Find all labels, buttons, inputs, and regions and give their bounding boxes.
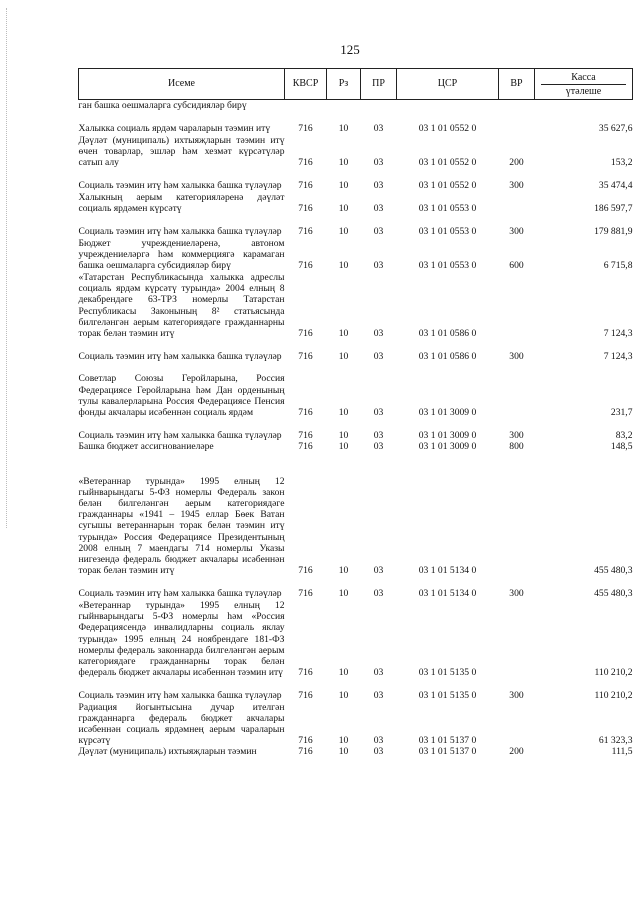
row-amount: 455 480,3 bbox=[594, 565, 633, 577]
row-amount: 153,2 bbox=[610, 157, 633, 168]
row-amount: 61 323,3 bbox=[598, 735, 633, 747]
table-row bbox=[79, 237, 633, 271]
row-rz: 10 bbox=[338, 735, 349, 747]
row-vr bbox=[499, 362, 535, 418]
row-pr: 03 bbox=[373, 565, 384, 577]
row-rz: 10 bbox=[338, 226, 349, 237]
row-name: Бюджет учреждениеләренә, автоном учреждениеләргә һәм коммерциягә карамаган башка оешмаларга субсидияләр бирү bbox=[78, 237, 285, 271]
row-pr: 03 bbox=[373, 746, 384, 758]
table-header-row bbox=[79, 69, 633, 100]
row-amount: 148,5 bbox=[610, 441, 633, 453]
row-pr: 03 bbox=[373, 667, 384, 679]
row-vr bbox=[499, 452, 535, 576]
table-row bbox=[79, 339, 633, 362]
header-csr: ЦСР bbox=[397, 69, 499, 100]
row-pr: 03 bbox=[373, 690, 384, 702]
header-name: Исеме bbox=[79, 69, 285, 100]
header-vr: ВР bbox=[499, 69, 535, 100]
header-kvsr: КВСР bbox=[285, 69, 327, 100]
row-amount: 231,7 bbox=[610, 407, 633, 418]
row-kvsr: 716 bbox=[298, 328, 313, 339]
row-vr: 300 bbox=[509, 351, 524, 362]
row-name: Дәүләт (муниципаль) ихтыяҗларын тәэмин итү өчен товарлар, эшләр һәм хезмәт күрсәтүләр сатып алу bbox=[78, 134, 285, 168]
row-kvsr: 716 bbox=[298, 690, 313, 702]
row-kvsr: 716 bbox=[298, 226, 313, 237]
row-csr: 03 1 01 5137 0 bbox=[418, 746, 477, 758]
row-rz: 10 bbox=[338, 328, 349, 339]
row-vr: 600 bbox=[509, 260, 524, 271]
row-rz bbox=[327, 100, 361, 112]
row-pr: 03 bbox=[373, 123, 384, 134]
row-vr: 800 bbox=[509, 441, 524, 453]
table-row bbox=[79, 100, 633, 112]
row-csr: 03 1 01 0553 0 bbox=[418, 260, 477, 271]
row-kvsr: 716 bbox=[298, 351, 313, 362]
row-kvsr: 716 bbox=[298, 667, 313, 679]
row-vr: 300 bbox=[509, 226, 524, 237]
row-amount: 7 124,3 bbox=[603, 328, 633, 339]
row-kvsr: 716 bbox=[298, 260, 313, 271]
row-pr: 03 bbox=[373, 180, 384, 191]
row-rz: 10 bbox=[338, 351, 349, 362]
row-name: Социаль тәэмин итү һәм халыкка башка түләүләр bbox=[78, 180, 282, 191]
row-rz: 10 bbox=[338, 667, 349, 679]
row-amount: 35 474,4 bbox=[598, 180, 633, 191]
row-pr: 03 bbox=[373, 735, 384, 747]
row-csr: 03 1 01 0586 0 bbox=[418, 351, 477, 362]
row-rz: 10 bbox=[338, 407, 349, 418]
row-kvsr: 716 bbox=[298, 441, 313, 453]
table-row bbox=[79, 191, 633, 214]
table-row bbox=[79, 168, 633, 191]
row-rz: 10 bbox=[338, 565, 349, 577]
page-number: 125 bbox=[340, 42, 360, 57]
row-rz: 10 bbox=[338, 746, 349, 758]
row-name: Социаль тәэмин итү һәм халыкка башка түләүләр bbox=[78, 588, 282, 600]
row-csr: 03 1 01 0552 0 bbox=[418, 180, 477, 191]
row-vr bbox=[499, 100, 535, 112]
table-row bbox=[79, 746, 633, 757]
row-rz: 10 bbox=[338, 690, 349, 702]
row-csr: 03 1 01 0553 0 bbox=[418, 226, 477, 237]
row-csr: 03 1 01 5134 0 bbox=[418, 588, 477, 600]
margin-dotted-line bbox=[6, 8, 9, 528]
table-row bbox=[79, 441, 633, 452]
row-pr: 03 bbox=[373, 328, 384, 339]
budget-table bbox=[78, 68, 633, 758]
row-kvsr: 716 bbox=[298, 565, 313, 577]
row-amount: 186 597,7 bbox=[594, 203, 633, 214]
table-row bbox=[79, 214, 633, 237]
table-row bbox=[79, 452, 633, 576]
row-name: Социаль тәэмин итү һәм халыкка башка түләүләр bbox=[78, 351, 282, 362]
row-rz: 10 bbox=[338, 180, 349, 191]
row-name: Халыкка социаль ярдәм чараларын тәэмин итү bbox=[78, 123, 271, 134]
row-rz: 10 bbox=[338, 588, 349, 600]
row-csr: 03 1 01 0553 0 bbox=[418, 203, 477, 214]
row-kvsr: 716 bbox=[298, 203, 313, 214]
row-csr: 03 1 01 3009 0 bbox=[418, 430, 477, 441]
row-vr bbox=[499, 191, 535, 214]
row-rz: 10 bbox=[338, 123, 349, 134]
row-rz: 10 bbox=[338, 430, 349, 441]
header-kassa-top: Касса bbox=[571, 71, 596, 83]
row-amount: 110 210,2 bbox=[594, 667, 633, 679]
row-vr bbox=[499, 701, 535, 746]
row-csr: 03 1 01 5135 0 bbox=[418, 690, 477, 702]
row-name: Социаль тәэмин итү һәм халыкка башка түләүләр bbox=[78, 690, 282, 702]
row-pr: 03 bbox=[373, 588, 384, 600]
row-amount: 6 715,8 bbox=[603, 260, 633, 271]
row-name: Социаль тәэмин итү һәм халыкка башка түләүләр bbox=[78, 226, 282, 237]
row-vr: 300 bbox=[509, 690, 524, 702]
row-name: Советлар Союзы Геройларына, Россия Федерациясе Геройларына һәм Дан орденының тулы кавалерларына Россия Федерациясе Пенсия фонды акчалары исәбеннән социаль ярдәм bbox=[78, 373, 285, 418]
row-vr: 300 bbox=[509, 180, 524, 191]
table-row bbox=[79, 271, 633, 339]
row-name: «Ветераннар турында» 1995 елның 12 гыйнварындагы 5-ФЗ номерлы Федераль закон белән билгеләнгән аерым категориядәге гражданнары «1941 – 1945 еллар Бөек Ватан сугышы ветераннарын торак белән тәэмин итү турында» Россия Федерациясе Президентының 2008 елның 7 маендагы 714 номерлы Указы нигезендә федераль бюджет акчалары исәбеннән торак белән тәэмин итү bbox=[78, 475, 285, 577]
row-amount: 455 480,3 bbox=[594, 588, 633, 600]
row-name: ган башка оешмаларга субсидияләр бирү bbox=[78, 100, 247, 111]
row-csr: 03 1 01 3009 0 bbox=[418, 407, 477, 418]
row-amount: 83,2 bbox=[615, 430, 633, 441]
row-kvsr: 716 bbox=[298, 746, 313, 758]
row-rz: 10 bbox=[338, 203, 349, 214]
row-amount: 35 627,6 bbox=[598, 123, 633, 134]
row-kvsr: 716 bbox=[298, 123, 313, 134]
row-name: «Татарстан Республикасында халыкка адреслы социаль ярдәм күрсәтү турында» 2004 елның 8 декабрендәге 63-ТРЗ номерлы Татарстан Республикасы Законының 8² статьясында билгеләнгән аерым категориядәге гражданнарны торак белән тәэмин итү bbox=[78, 271, 285, 339]
row-vr: 300 bbox=[509, 588, 524, 600]
header-rz: Рз bbox=[327, 69, 361, 100]
row-pr: 03 bbox=[373, 226, 384, 237]
row-vr bbox=[499, 271, 535, 339]
table-row bbox=[79, 576, 633, 599]
row-csr bbox=[397, 100, 499, 112]
row-pr: 03 bbox=[373, 407, 384, 418]
row-pr: 03 bbox=[373, 157, 384, 168]
row-name: Халыкның аерым категорияләренә дәүләт социаль ярдәмен күрсәтү bbox=[78, 191, 285, 214]
row-pr bbox=[361, 100, 397, 112]
header-kassa bbox=[535, 69, 633, 100]
row-rz: 10 bbox=[338, 260, 349, 271]
row-pr: 03 bbox=[373, 430, 384, 441]
table-row bbox=[79, 678, 633, 701]
row-name: Башка бюджет ассигнованиеләре bbox=[78, 441, 214, 453]
row-csr: 03 1 01 5134 0 bbox=[418, 565, 477, 577]
row-vr: 200 bbox=[509, 746, 524, 758]
row-kvsr: 716 bbox=[298, 735, 313, 747]
row-vr bbox=[499, 599, 535, 678]
row-name: Социаль тәэмин итү һәм халыкка башка түләүләр bbox=[78, 430, 282, 441]
row-vr: 200 bbox=[509, 157, 524, 168]
row-kvsr: 716 bbox=[298, 407, 313, 418]
row-csr: 03 1 01 0552 0 bbox=[418, 123, 477, 134]
row-pr: 03 bbox=[373, 203, 384, 214]
row-name: «Ветераннар турында» 1995 елның 12 гыйнварындагы 5-ФЗ номерлы һәм «Россия Федерациясендә инвалидларны социаль яклау турында» 1995 елның 24 ноябрендәге 181-ФЗ номерлы федераль законнарда билгеләнгән аерым категориядәге гражданнарны торак белән федераль бюджет акчалары исәбеннән тәэмин итү bbox=[78, 599, 285, 679]
row-csr: 03 1 01 0552 0 bbox=[418, 157, 477, 168]
row-kvsr: 716 bbox=[298, 588, 313, 600]
row-pr: 03 bbox=[373, 351, 384, 362]
row-vr bbox=[499, 111, 535, 134]
row-vr: 300 bbox=[509, 430, 524, 441]
row-amount: 111,5 bbox=[611, 746, 633, 758]
row-kvsr: 716 bbox=[298, 430, 313, 441]
header-pr: ПР bbox=[361, 69, 397, 100]
row-rz: 10 bbox=[338, 157, 349, 168]
row-name: Радиация йогынтысына дучар ителгән гражданнарга федераль бюджет акчалары исәбеннән социаль ярдәмнең аерым чараларын күрсәтү bbox=[78, 701, 285, 747]
row-kvsr bbox=[285, 100, 327, 112]
row-rz: 10 bbox=[338, 441, 349, 453]
row-csr: 03 1 01 5137 0 bbox=[418, 735, 477, 747]
table-row bbox=[79, 134, 633, 168]
row-kvsr: 716 bbox=[298, 157, 313, 168]
table-row bbox=[79, 362, 633, 418]
row-amount: 179 881,9 bbox=[594, 226, 633, 237]
row-csr: 03 1 01 0586 0 bbox=[418, 328, 477, 339]
table-row bbox=[79, 701, 633, 746]
row-amount: 110 210,2 bbox=[594, 690, 633, 702]
row-csr: 03 1 01 3009 0 bbox=[418, 441, 477, 453]
row-amount bbox=[535, 100, 633, 112]
row-csr: 03 1 01 5135 0 bbox=[418, 667, 477, 679]
header-kassa-bottom: үтәлеше bbox=[541, 84, 626, 98]
row-amount: 7 124,3 bbox=[603, 351, 633, 362]
table-row bbox=[79, 599, 633, 678]
table-row bbox=[79, 418, 633, 441]
table-row bbox=[79, 111, 633, 134]
row-kvsr: 716 bbox=[298, 180, 313, 191]
row-pr: 03 bbox=[373, 260, 384, 271]
row-name: Дәүләт (муниципаль) ихтыяҗларын тәэмин bbox=[78, 746, 257, 758]
row-pr: 03 bbox=[373, 441, 384, 453]
